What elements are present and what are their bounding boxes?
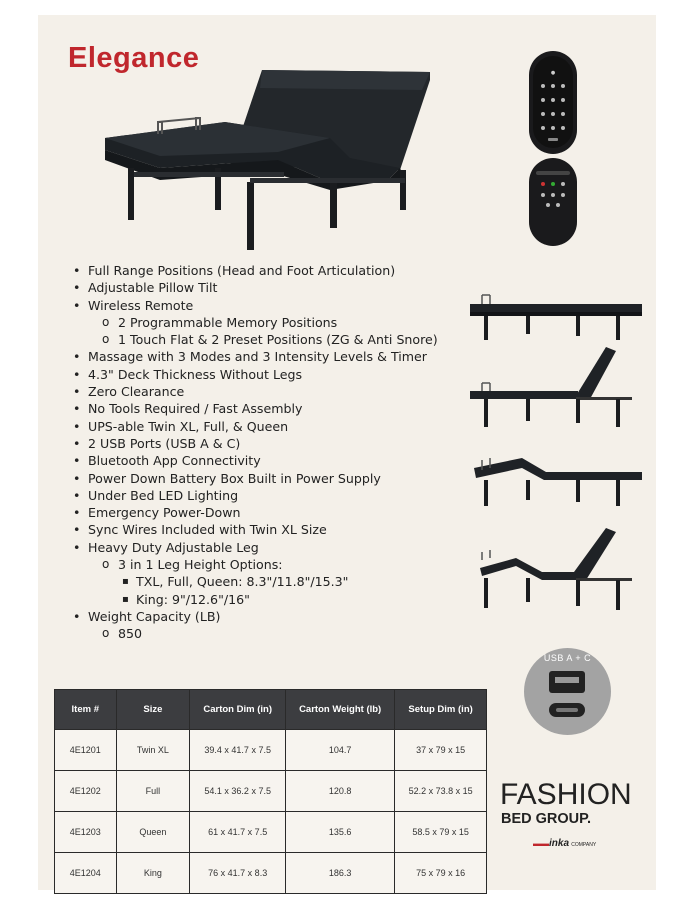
feature-item: • Bluetooth App Connectivity xyxy=(70,452,470,469)
spec-table xyxy=(54,689,487,894)
remote-back-icon xyxy=(528,157,578,247)
usb-label: USB A + C xyxy=(543,653,592,663)
table-cell: 4E1201 xyxy=(55,730,117,771)
wireless-remote-icon xyxy=(528,50,578,155)
table-row xyxy=(55,771,487,812)
table-cell: King xyxy=(116,853,190,894)
table-cell: Full xyxy=(116,771,190,812)
col-header: Carton Dim (in) xyxy=(190,690,286,730)
feature-subsubitem: ▪ TXL, Full, Queen: 8.3"/11.8"/15.3" xyxy=(70,573,470,590)
table-row xyxy=(55,730,487,771)
table-cell: 58.5 x 79 x 15 xyxy=(395,812,487,853)
table-cell: 75 x 79 x 16 xyxy=(395,853,487,894)
col-header: Item # xyxy=(55,690,117,730)
feature-subitem: o 1 Touch Flat & 2 Preset Positions (ZG & Anti Snore) xyxy=(70,331,470,348)
table-cell: 186.3 xyxy=(286,853,395,894)
bed-head-up-position-icon xyxy=(466,343,646,433)
feature-item: • UPS-able Twin XL, Full, & Queen xyxy=(70,418,470,435)
table-cell: 39.4 x 41.7 x 7.5 xyxy=(190,730,286,771)
table-cell: 76 x 41.7 x 8.3 xyxy=(190,853,286,894)
table-cell: Queen xyxy=(116,812,190,853)
feature-item: • Emergency Power-Down xyxy=(70,504,470,521)
feature-subitem: o 2 Programmable Memory Positions xyxy=(70,314,470,331)
product-title: Elegance xyxy=(68,42,200,74)
hero-bed-image xyxy=(100,60,440,260)
bed-zero-gravity-position-icon xyxy=(466,520,646,615)
brand-name-line1: FASHION xyxy=(500,778,632,811)
feature-item: • Weight Capacity (LB) xyxy=(70,608,470,625)
usb-port-badge xyxy=(524,648,611,735)
table-cell: 37 x 79 x 15 xyxy=(395,730,487,771)
feature-item: • Power Down Battery Box Built in Power Supply xyxy=(70,470,470,487)
table-cell: 4E1204 xyxy=(55,853,117,894)
feature-subitem: o 3 in 1 Leg Height Options: xyxy=(70,556,470,573)
usb-a-port-icon xyxy=(549,671,585,693)
table-row xyxy=(55,853,487,894)
feature-subitem: o 850 xyxy=(70,625,470,642)
feature-item: • 4.3" Deck Thickness Without Legs xyxy=(70,366,470,383)
svg-text:●: ● xyxy=(550,70,556,76)
feature-item: • No Tools Required / Fast Assembly xyxy=(70,400,470,417)
usb-c-port-icon xyxy=(549,703,585,717)
feature-item: • Sync Wires Included with Twin XL Size xyxy=(70,521,470,538)
table-header-row xyxy=(55,690,487,730)
feature-item: • Under Bed LED Lighting xyxy=(70,487,470,504)
bed-foot-up-position-icon xyxy=(466,450,646,510)
table-cell: 4E1203 xyxy=(55,812,117,853)
table-cell: 61 x 41.7 x 7.5 xyxy=(190,812,286,853)
table-cell: 120.8 xyxy=(286,771,395,812)
feature-item: • Wireless Remote xyxy=(70,297,470,314)
table-row xyxy=(55,812,487,853)
bed-flat-position-icon xyxy=(466,290,646,345)
feature-list xyxy=(70,262,470,643)
brand-logo xyxy=(500,780,632,828)
col-header: Carton Weight (lb) xyxy=(286,690,395,730)
feature-item: • 2 USB Ports (USB A & C) xyxy=(70,435,470,452)
feature-item: • Zero Clearance xyxy=(70,383,470,400)
table-cell: 4E1202 xyxy=(55,771,117,812)
feature-subsubitem: ▪ King: 9"/12.6"/16" xyxy=(70,591,470,608)
parent-company-name: inka xyxy=(549,838,570,849)
col-header: Setup Dim (in) xyxy=(395,690,487,730)
table-cell: 54.1 x 36.2 x 7.5 xyxy=(190,771,286,812)
col-header: Size xyxy=(116,690,190,730)
feature-item: • Massage with 3 Modes and 3 Intensity Levels & Timer xyxy=(70,348,470,365)
table-cell: 135.6 xyxy=(286,812,395,853)
table-cell: Twin XL xyxy=(116,730,190,771)
table-cell: 104.7 xyxy=(286,730,395,771)
brand-name-line2: BED GROUP. xyxy=(501,811,591,827)
feature-item: • Adjustable Pillow Tilt xyxy=(70,279,470,296)
parent-company-suffix: COMPANY xyxy=(571,842,597,848)
feature-item: • Full Range Positions (Head and Foot Articulation) xyxy=(70,262,470,279)
parent-company-logo: ▬▬inka COMPANY xyxy=(533,838,597,849)
feature-item: • Heavy Duty Adjustable Leg xyxy=(70,539,470,556)
table-cell: 52.2 x 73.8 x 15 xyxy=(395,771,487,812)
